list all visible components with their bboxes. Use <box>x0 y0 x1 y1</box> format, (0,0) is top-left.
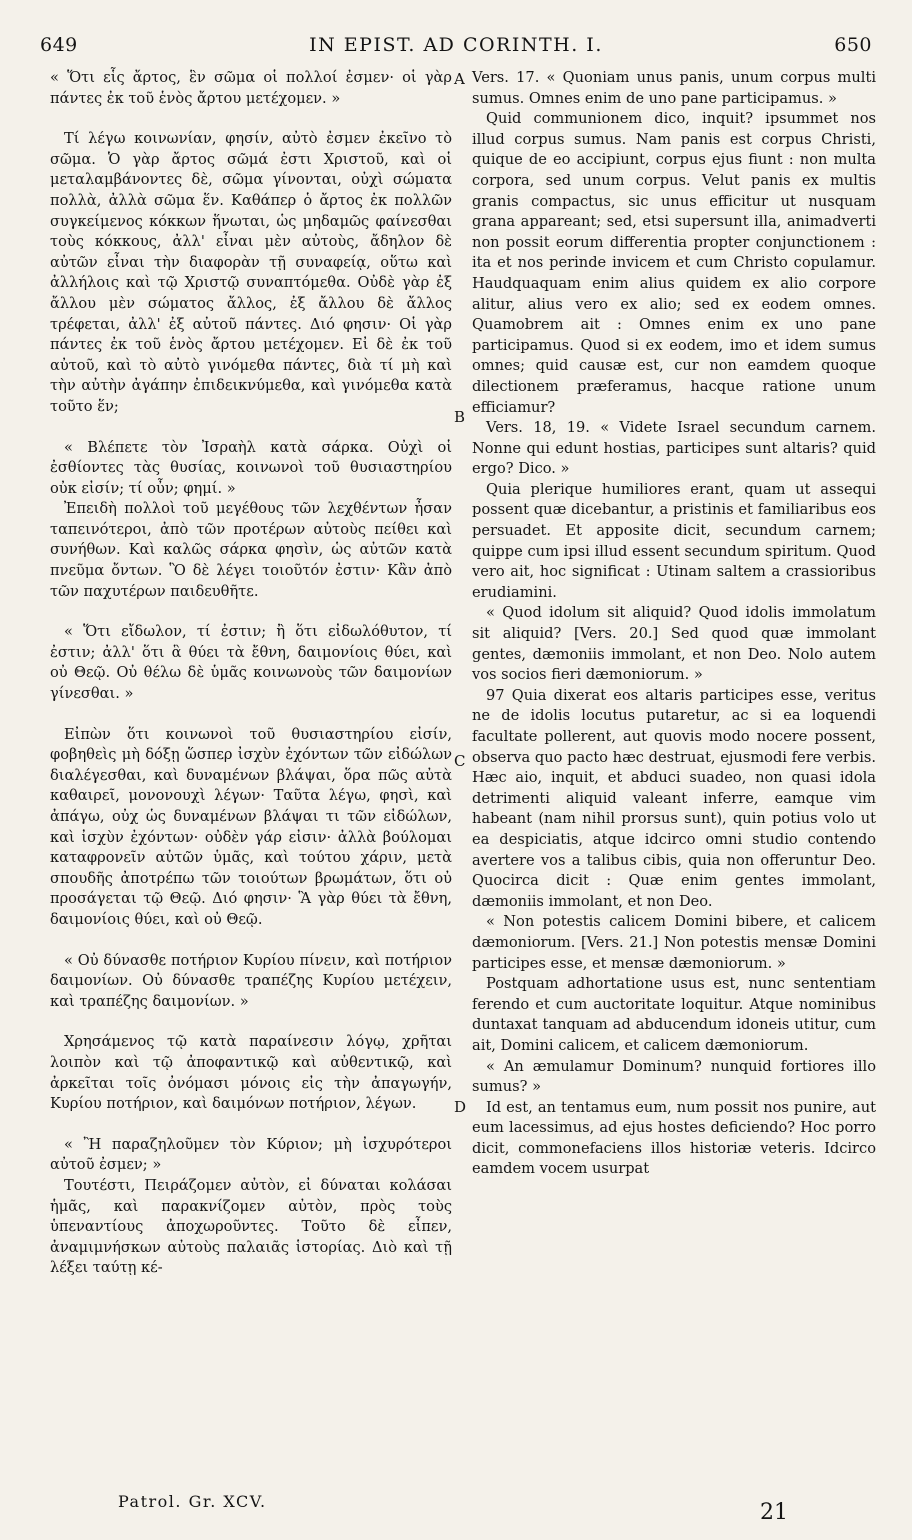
latin-lemma: « Quod idolum sit aliquid? Quod idolis immolatum sit aliquid? [Vers. 20.] Sed quod quæ immolant gentes, dæmoniis immolant, et non Deo. Nolo autem vos socios fieri dæmoniorum. » <box>472 604 876 684</box>
latin-paragraph: Quia plerique humiliores erant, quam ut assequi possent quæ dicebantur, a pristinis et familiaribus eos persuadet. Et apposite dicit, secundum carnem; quippe cum ipsi illud essent secundum spiritum. Quod vero ait, hoc significat : Utinam saltem a crassioribus erudiamini. <box>472 480 876 601</box>
margin-marker-b: B <box>454 408 466 426</box>
greek-column <box>50 68 452 1279</box>
latin-lemma: Vers. 18, 19. « Videte Israel secundum carnem. Nonne qui edunt hostias, participes sunt altaris? quid ergo? Dico. » <box>472 419 876 478</box>
greek-lemma: « Ὅτι εἴδωλον, τί ἐστιν; ἢ ὅτι εἰδωλόθυτον, τί ἐστιν; ἀλλ' ὅτι ἃ θύει τὰ ἔθνη, δαιμονίοις θύει, καὶ οὐ Θεῷ. Οὐ θέλω δὲ ὑμᾶς κοινωνοὺς τῶν δαιμονίων γίνεσθαι. » <box>50 623 452 703</box>
greek-paragraph: Εἰπὼν ὅτι κοινωνοὶ τοῦ θυσιαστηρίου εἰσίν, φοβηθεὶς μὴ δόξῃ ὥσπερ ἰσχὺν ἐχόντων τῶν εἰδώλων διαλέγεσθαι, καὶ δυναμένων βλάψαι, ὅρα πῶς αὐτὰ καθαιρεῖ, μονονουχὶ λέγων· Ταῦτα λέγω, φησὶ, καὶ ἀπάγω, οὐχ ὡς δυναμένων βλάψαι τι τῶν εἰδώλων, καὶ ἰσχὺν ἐχόντων· οὐδὲν γάρ εἰσιν· ἀλλὰ βούλομαι καταφρονεῖν αὐτῶν ὑμᾶς, καὶ τούτου χάριν, μετὰ σπουδῆς ἀποτρέπω τῶν τοιούτων βρωμάτων, ὅτι οὐ προσάγεται τῷ Θεῷ. Διό φησιν· Ἃ γὰρ θύει τὰ ἔθνη, δαιμονίοις θύει, καὶ οὐ Θεῷ. <box>50 725 452 928</box>
latin-paragraph: Id est, an tentamus eum, num possit nos punire, aut eum lacessimus, ad ejus hostes deficiendo? Hoc porro dicit, commonefaciens illos historiæ veteris. Idcirco eamdem vocem usurpat <box>472 1098 876 1178</box>
latin-column <box>472 68 876 1180</box>
page-number-left: 649 <box>40 34 78 56</box>
latin-paragraph: 97 Quia dixerat eos altaris participes esse, veritus ne de idolis locutus putaretur, ac si ea loquendi facultate pollerent, aut quovis modo nocere possent, observa quo pacto hæc destruat, ejusmodi fere verbis. Hæc aio, inquit, et abduci suadeo, non quasi idola detrimenti aliquid valeant inferre, eamque vim habeant (nam nihil prorsus sunt), quin potius volo ut ea despiciatis, atque idcirco omni studio contendo avertere vos a talibus cibis, quia non offeruntur Deo. Quocirca dicit : Quæ enim gentes immolant, dæmoniis immolant, et non Deo. <box>472 686 876 910</box>
latin-paragraph: Postquam adhortatione usus est, nunc sententiam ferendo et cum auctoritate loquitur. Atque nominibus duntaxat tanquam ad abducendum idoneis utitur, cum ait, Domini calicem, et calicem dæmoniorum. <box>472 975 876 1054</box>
running-title: IN EPIST. AD CORINTH. I. <box>309 34 603 56</box>
latin-lemma: Vers. 17. « Quoniam unus panis, unum corpus multi sumus. Omnes enim de uno pane participamus. » <box>472 69 876 107</box>
greek-lemma: « Ἢ παραζηλοῦμεν τὸν Κύριον; μὴ ἰσχυρότεροι αὐτοῦ ἐσμεν; » <box>50 1135 452 1174</box>
margin-marker-a: A <box>454 70 465 88</box>
margin-marker-c: C <box>454 752 466 770</box>
greek-paragraph: Τουτέστι, Πειράζομεν αὐτὸν, εἰ δύναται κολάσαι ἡμᾶς, καὶ παρακνίζομεν αὐτὸν, πρὸς τοὺς ὑπεναντίους ἀποχωροῦντες. Τοῦτο δὲ εἶπεν, ἀναμιμνήσκων αὐτοὺς παλαιᾶς ἱστορίας. Διὸ καὶ τῇ λέξει ταύτῃ κέ- <box>50 1176 452 1277</box>
footer-sheet-number: 21 <box>760 1500 788 1525</box>
greek-lemma: « Ὅτι εἷς ἄρτος, ἓν σῶμα οἱ πολλοί ἐσμεν· οἱ γὰρ πάντες ἐκ τοῦ ἑνὸς ἄρτου μετέχομεν. » <box>50 69 452 107</box>
margin-marker-d: D <box>454 1098 467 1116</box>
latin-paragraph: Quid communionem dico, inquit? ipsummet nos illud corpus sumus. Nam panis est corpus Christi, quique de eo accipiunt, corpus ejus fiunt : non multa corpora, sed unum corpus. Velut panis ex multis granis compactus, sic unus efficitur ut nusquam grana appareant; sed, etsi supersunt illa, animadverti non possit eorum differentia propter conjunctionem : ita et nos perinde invicem et cum Christo copulamur. Haudquaquam enim alius quidem ex alio corpore alitur, alius vero ex alio; sed ex eodem omnes. Quamobrem ait : Omnes enim ex uno pane participamus. Quod si ex eodem, imo et idem sumus omnes; quid causæ est, cur non eamdem quoque dilectionem præferamus, hacque ratione unum efficiamur? <box>472 110 876 416</box>
latin-lemma: « Non potestis calicem Domini bibere, et calicem dæmoniorum. [Vers. 21.] Non potestis mensæ Domini participes esse, et mensæ dæmoniorum. » <box>472 913 876 972</box>
footer-signature-mark: Patrol. Gr. XCV. <box>118 1492 267 1511</box>
greek-lemma: « Βλέπετε τὸν Ἰσραὴλ κατὰ σάρκα. Οὐχὶ οἱ ἐσθίοντες τὰς θυσίας, κοινωνοὶ τοῦ θυσιαστηρίου οὐκ εἰσίν; τί οὖν; φημί. » <box>50 438 452 497</box>
greek-paragraph: Τί λέγω κοινωνίαν, φησίν, αὐτὸ ἐσμεν ἐκεῖνο τὸ σῶμα. Ὁ γὰρ ἄρτος σῶμά ἐστι Χριστοῦ, καὶ οἱ μεταλαμβάνοντες δὲ, σῶμα γίνονται, οὐχὶ σώματα πολλὰ, ἀλλὰ σῶμα ἕν. Καθάπερ ὁ ἄρτος ἐκ πολλῶν συγκείμενος κόκκων ἥνωται, ὡς μηδαμῶς φαίνεσθαι τοὺς κόκκους, ἀλλ' εἶναι μὲν αὐτοὺς, ἄδηλον δὲ αὐτῶν εἶναι τὴν διαφορὰν τῇ συναφείᾳ, οὕτω καὶ ἀλλήλοις καὶ τῷ Χριστῷ συναπτόμεθα. Οὐδὲ γὰρ ἐξ ἄλλου μὲν σώματος ἄλλος, ἐξ ἄλλου δὲ ἄλλος τρέφεται, ἀλλ' ἐξ αὐτοῦ πάντες. Διό φησιν· Οἱ γὰρ πάντες ἐκ τοῦ ἑνὸς ἄρτου μετέχομεν. Εἰ δὲ ἐκ τοῦ αὐτοῦ, καὶ τὸ αὐτὸ γινόμεθα πάντες, διὰ τί μὴ καὶ τὴν αὐτὴν ἀγάπην ἐπιδεικνύμεθα, καὶ γινόμεθα κατὰ τοῦτο ἕν; <box>50 130 452 415</box>
greek-paragraph: Ἐπειδὴ πολλοὶ τοῦ μεγέθους τῶν λεχθέντων ἦσαν ταπεινότεροι, ἀπὸ τῶν προτέρων αὐτοὺς πείθει καὶ συνήθων. Καὶ καλῶς σάρκα φησὶν, ὡς αὐτῶν κατὰ πνεῦμα ὄντων. Ὃ δὲ λέγει τοιοῦτόν ἐστιν· Κἂν ἀπὸ τῶν παχυτέρων παιδευθῆτε. <box>50 500 452 600</box>
latin-lemma: « An æmulamur Dominum? nunquid fortiores illo sumus? » <box>472 1057 876 1096</box>
page-header <box>40 34 872 62</box>
page-number-right: 650 <box>834 34 872 56</box>
greek-lemma: « Οὐ δύνασθε ποτήριον Κυρίου πίνειν, καὶ ποτήριον δαιμονίων. Οὐ δύνασθε τραπέζης Κυρίου μετέχειν, καὶ τραπέζης δαιμονίων. » <box>50 951 452 1010</box>
greek-paragraph: Χρησάμενος τῷ κατὰ παραίνεσιν λόγῳ, χρῆται λοιπὸν καὶ τῷ ἀποφαντικῷ καὶ αὐθεντικῷ, καὶ ἀρκεῖται τοῖς ὀνόμασι μόνοις εἰς τὴν ἀπαγωγήν, Κυρίου ποτήριον, καὶ δαιμόνων ποτήριον, λέγων. <box>50 1033 452 1113</box>
